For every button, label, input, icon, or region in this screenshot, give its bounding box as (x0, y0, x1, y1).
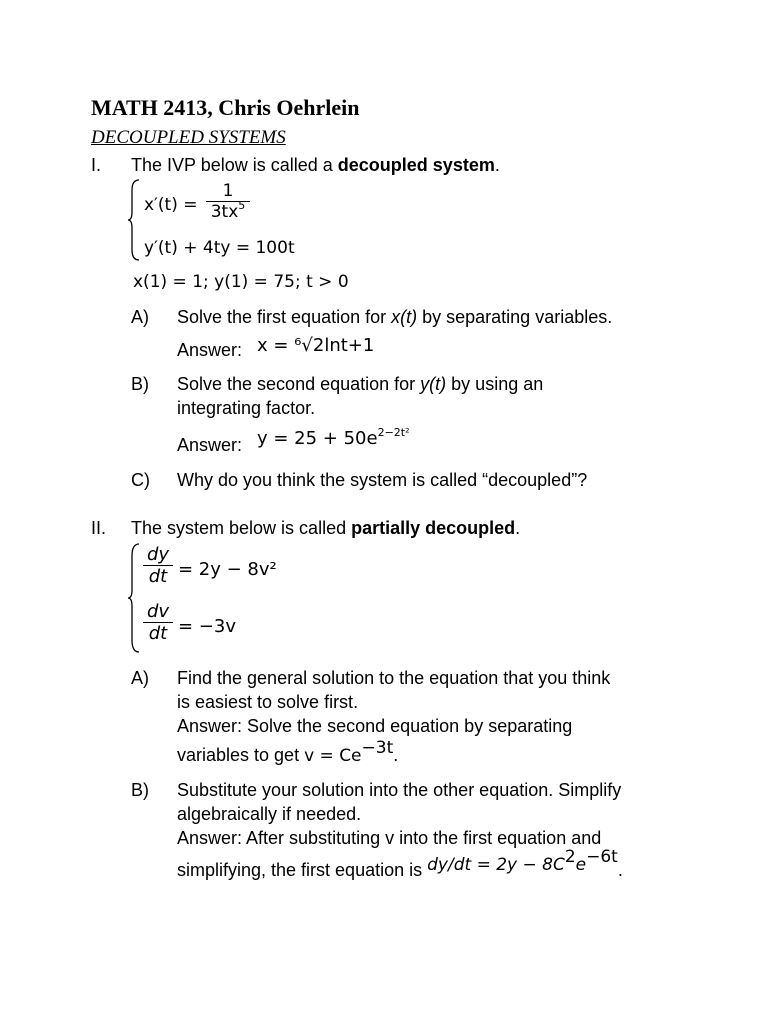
part1-item-c-text: Why do you think the system is called “decoupled”? (177, 470, 588, 490)
part1-eq1-numerator: 1 (222, 181, 234, 201)
part2-eq2-denominator: dt (143, 622, 173, 644)
part1-item-b-answer-math (257, 428, 410, 449)
part2-item-b-line4-exp2: −6t (586, 847, 618, 867)
part2-item-b-letter: B) (131, 780, 149, 800)
part1-item-a-prefix: Solve the first equation for (177, 307, 392, 327)
part1-item-a-letter: A) (131, 307, 149, 327)
part1-item-b-answer-base: y = 25 + 50e (257, 428, 378, 449)
part2-eq2-fraction (143, 601, 173, 644)
part2-eq1-denominator: dt (143, 565, 173, 587)
part2-item-b-line4-exp1: 2 (564, 847, 576, 867)
part1-eq1-fraction (206, 181, 250, 222)
part2-intro-prefix: The system below is called (131, 518, 352, 538)
part2-item-a-letter: A) (131, 668, 149, 688)
part1-item-a-text (177, 307, 612, 328)
part2-intro-suffix: . (515, 518, 521, 538)
part2-item-a-line4 (177, 738, 399, 766)
section-heading: DECOUPLED SYSTEMS (91, 127, 286, 148)
part2-item-a-line4-exp: −3t (361, 738, 394, 758)
part1-intro-prefix: The IVP below is called a (131, 155, 338, 175)
part2-eq1-numerator: dy (146, 544, 170, 565)
part2-item-a-line4-math: v = Ce (304, 746, 362, 766)
part1-item-b-suffix: by using an (446, 374, 544, 394)
part2-item-b-line4-math: dy/dt = 2y − 8C (427, 855, 565, 875)
part1-item-a-answer-label: Answer: (177, 340, 243, 360)
part2-item-b-line3: Answer: After substituting v into the first equation and (177, 828, 602, 848)
part2-system-brace (126, 542, 142, 654)
part1-numeral: I. (91, 155, 102, 175)
part2-intro-bold: partially decoupled (351, 518, 516, 538)
part1-eq2: y′(t) + 4ty = 100t (144, 238, 295, 258)
part2-item-b-line2: algebraically if needed. (177, 804, 362, 824)
part2-intro (131, 518, 520, 539)
part2-item-b-line4 (177, 847, 623, 881)
part1-item-b-answer-exp: 2−2t² (377, 426, 410, 439)
part1-item-a-var: x(t) (391, 307, 418, 327)
part2-numeral: II. (91, 518, 107, 538)
part2-item-b-line4-prefix: simplifying, the first equation is (177, 860, 428, 880)
part1-intro (131, 155, 500, 176)
part1-system-brace (126, 178, 142, 262)
part2-item-b-line1: Substitute your solution into the other equation. Simplify (177, 780, 622, 800)
part1-intro-bold: decoupled system (337, 155, 495, 175)
part1-item-a-suffix: by separating variables. (417, 307, 613, 327)
part2-eq2-rhs: = −3v (178, 616, 236, 637)
part2-eq1-rhs: = 2y − 8v² (178, 559, 277, 580)
part1-item-c-letter: C) (131, 470, 150, 490)
part1-item-b-text-line2: integrating factor. (177, 398, 316, 418)
page-title: MATH 2413, Chris Oehrlein (91, 95, 360, 120)
part2-item-a-line4-prefix: variables to get (177, 745, 305, 765)
part1-intro-suffix: . (494, 155, 500, 175)
part2-item-b-line4-mid: e (575, 855, 587, 875)
part2-item-a-line4-suffix: . (393, 745, 399, 765)
part1-item-a-answer-math: x = ⁶√2lnt+1 (257, 335, 375, 356)
part1-item-b-prefix: Solve the second equation for (177, 374, 421, 394)
part2-item-a-line3: Answer: Solve the second equation by separating (177, 716, 573, 736)
part1-eq1-lhs: x′(t) = (144, 195, 198, 215)
part1-eq1-den-base: 3tx (210, 202, 239, 222)
part2-item-b-line4-suffix: . (617, 860, 623, 880)
part1-item-b-letter: B) (131, 374, 149, 394)
part1-eq1-den-exp: 5 (238, 199, 246, 212)
part1-initial-conditions: x(1) = 1; y(1) = 75; t > 0 (133, 272, 349, 292)
part2-item-a-line1: Find the general solution to the equation that you think (177, 668, 611, 688)
part2-eq1-fraction (143, 544, 173, 587)
part1-item-b-answer-label: Answer: (177, 435, 243, 455)
part1-item-b-var: y(t) (420, 374, 447, 394)
part1-eq1-denominator (206, 201, 250, 222)
part2-eq2-numerator: dv (146, 601, 170, 622)
part1-item-b-text (177, 374, 543, 395)
part2-item-a-line2: is easiest to solve first. (177, 692, 359, 712)
